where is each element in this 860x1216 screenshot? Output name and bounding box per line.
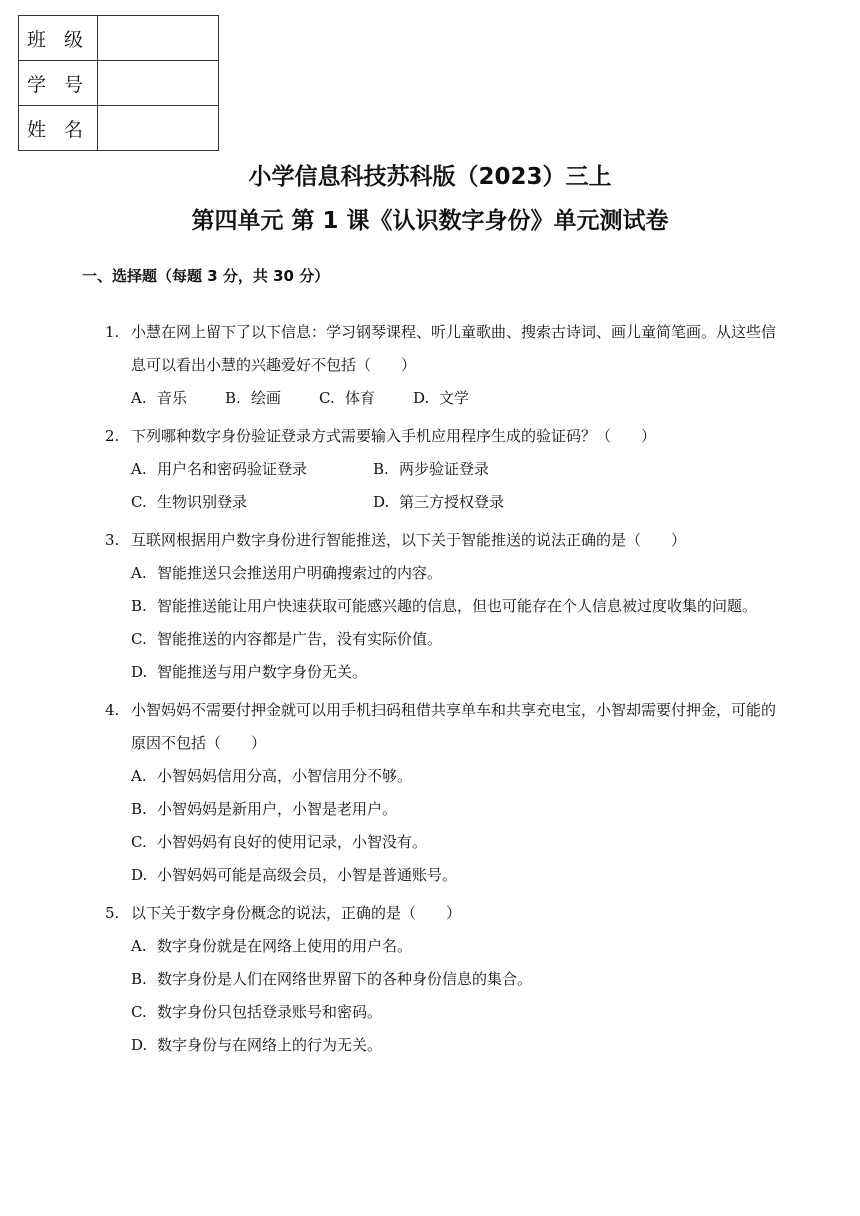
option-text: 数字身份就是在网络上使用的用户名。 (157, 937, 413, 955)
option-c[interactable] (131, 486, 373, 519)
question-stem (105, 694, 790, 760)
option-text: 小智妈妈有良好的使用记录，小智没有。 (157, 833, 428, 851)
exam-title-line1: 小学信息科技苏科版（2023）三上 (248, 164, 612, 190)
student-id-field[interactable] (98, 61, 219, 106)
option-d[interactable] (373, 486, 615, 519)
option-text: 智能推送只会推送用户明确搜索过的内容。 (157, 564, 443, 582)
option-a[interactable] (131, 453, 373, 486)
option-letter: D. (131, 866, 148, 884)
option-text: 数字身份只包括登录账号和密码。 (157, 1003, 383, 1021)
option-letter: D. (413, 389, 430, 407)
option-a[interactable] (131, 760, 790, 793)
option-text: 数字身份是人们在网络世界留下的各种身份信息的集合。 (157, 970, 533, 988)
option-letter: B. (131, 800, 147, 818)
option-text: 音乐 (157, 389, 188, 407)
class-label: 班 级 (19, 16, 98, 61)
option-letter: C. (319, 389, 335, 407)
class-field[interactable] (98, 16, 219, 61)
option-text: 智能推送与用户数字身份无关。 (157, 663, 368, 681)
option-text: 智能推送的内容都是广告，没有实际价值。 (157, 630, 443, 648)
option-letter: B. (131, 597, 147, 615)
question-2 (105, 420, 790, 519)
option-a[interactable] (131, 557, 790, 590)
option-letter: C. (131, 630, 147, 648)
option-text: 智能推送能让用户快速获取可能感兴趣的信息，但也可能存在个人信息被过度收集的问题。 (157, 597, 758, 615)
question-text: 小智妈妈不需要付押金就可以用手机扫码租借共享单车和共享充电宝，小智却需要付押金，可能的原因不包括（ ） (131, 701, 777, 752)
question-number: 3. (105, 531, 120, 549)
option-list (105, 557, 790, 689)
student-id-label: 学 号 (19, 61, 98, 106)
option-b[interactable] (131, 963, 790, 996)
option-letter: D. (131, 1036, 148, 1054)
option-letter: A. (131, 937, 147, 955)
option-letter: A. (131, 460, 147, 478)
option-letter: C. (131, 1003, 147, 1021)
question-stem (105, 420, 790, 453)
question-number: 2. (105, 427, 120, 445)
info-row-student-id (19, 61, 219, 106)
option-b[interactable] (131, 793, 790, 826)
exam-title-line2: 第四单元 第 1 课《认识数字身份》单元测试卷 (191, 208, 669, 234)
option-b[interactable] (131, 590, 790, 623)
option-letter: A. (131, 389, 147, 407)
option-letter: A. (131, 564, 147, 582)
info-row-class (19, 16, 219, 61)
option-list (105, 382, 790, 415)
option-list (105, 930, 790, 1062)
option-d[interactable] (413, 382, 469, 415)
question-list (105, 316, 790, 1067)
option-text: 绘画 (251, 389, 282, 407)
option-text: 文学 (439, 389, 470, 407)
question-text: 互联网根据用户数字身份进行智能推送，以下关于智能推送的说法正确的是（ ） (131, 531, 687, 549)
option-text: 数字身份与在网络上的行为无关。 (157, 1036, 383, 1054)
question-1 (105, 316, 790, 415)
option-a[interactable] (131, 930, 790, 963)
section-heading: 一、选择题（每题 3 分，共 30 分） (82, 267, 330, 285)
question-stem (105, 524, 790, 557)
option-list (105, 453, 790, 519)
option-d[interactable] (131, 656, 790, 689)
option-text: 生物识别登录 (157, 493, 248, 511)
option-text: 小智妈妈是新用户，小智是老用户。 (157, 800, 398, 818)
question-stem (105, 897, 790, 930)
question-number: 4. (105, 701, 120, 719)
option-d[interactable] (131, 1029, 790, 1062)
name-label: 姓 名 (19, 106, 98, 151)
question-text: 下列哪种数字身份验证登录方式需要输入手机应用程序生成的验证码？（ ） (131, 427, 657, 445)
question-stem (105, 316, 790, 382)
option-c[interactable] (131, 826, 790, 859)
option-text: 小智妈妈可能是高级会员，小智是普通账号。 (157, 866, 458, 884)
option-text: 用户名和密码验证登录 (157, 460, 308, 478)
option-c[interactable] (319, 382, 375, 415)
option-text: 两步验证登录 (399, 460, 490, 478)
question-5 (105, 897, 790, 1062)
question-text: 以下关于数字身份概念的说法，正确的是（ ） (131, 904, 462, 922)
option-list (105, 760, 790, 892)
option-text: 小智妈妈信用分高，小智信用分不够。 (157, 767, 413, 785)
question-number: 1. (105, 323, 120, 341)
option-letter: D. (373, 493, 390, 511)
option-a[interactable] (131, 382, 187, 415)
option-b[interactable] (373, 453, 615, 486)
option-letter: B. (131, 970, 147, 988)
question-3 (105, 524, 790, 689)
option-letter: A. (131, 767, 147, 785)
option-letter: C. (131, 493, 147, 511)
question-number: 5. (105, 904, 120, 922)
option-letter: C. (131, 833, 147, 851)
option-d[interactable] (131, 859, 790, 892)
option-letter: B. (225, 389, 241, 407)
option-c[interactable] (131, 623, 790, 656)
option-letter: D. (131, 663, 148, 681)
info-row-name (19, 106, 219, 151)
student-info-table (18, 15, 219, 151)
option-c[interactable] (131, 996, 790, 1029)
question-4 (105, 694, 790, 892)
option-text: 体育 (345, 389, 376, 407)
name-field[interactable] (98, 106, 219, 151)
option-letter: B. (373, 460, 389, 478)
option-text: 第三方授权登录 (399, 493, 505, 511)
question-text: 小慧在网上留下了以下信息：学习钢琴课程、听儿童歌曲、搜索古诗词、画儿童简笔画。从这些信息可以看出小慧的兴趣爱好不包括（ ） (131, 323, 777, 374)
option-b[interactable] (225, 382, 281, 415)
